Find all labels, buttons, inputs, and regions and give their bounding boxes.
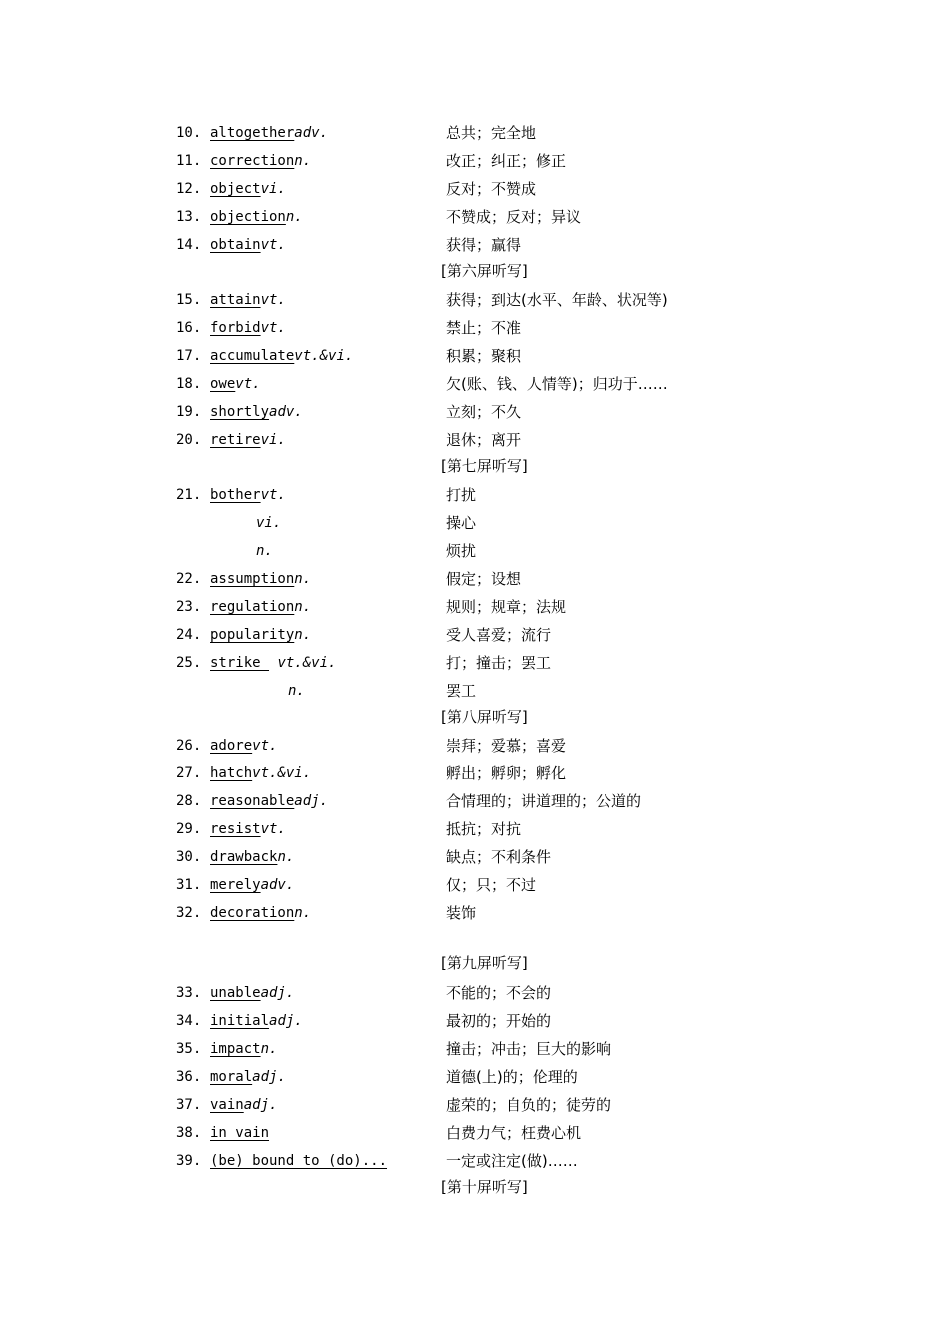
chinese-meaning: 操心 bbox=[446, 514, 477, 532]
entry-number: 11. bbox=[176, 153, 202, 169]
english-word: in vain bbox=[210, 1125, 270, 1141]
chinese-meaning: 改正；纠正；修正 bbox=[446, 152, 567, 170]
vocab-entry bbox=[0, 538, 950, 564]
english-word: forbid bbox=[210, 320, 261, 336]
vocab-entry bbox=[0, 287, 950, 313]
vocab-entry bbox=[0, 1008, 950, 1034]
entry-number: 35. bbox=[176, 1041, 202, 1057]
english-word: merely bbox=[210, 877, 261, 893]
vocab-entry bbox=[0, 315, 950, 341]
entry-number: 28. bbox=[176, 793, 202, 809]
part-of-speech: n. bbox=[294, 599, 312, 615]
vocab-entry bbox=[0, 343, 950, 369]
entry-number: 25. bbox=[176, 655, 202, 671]
entry-number: 18. bbox=[176, 376, 202, 392]
chinese-meaning: 一定或注定(做)…… bbox=[446, 1152, 578, 1170]
english-term bbox=[210, 176, 286, 202]
english-term bbox=[210, 1008, 303, 1034]
chinese-meaning: 假定；设想 bbox=[446, 570, 522, 588]
chinese-meaning: 最初的；开始的 bbox=[446, 1012, 552, 1030]
part-of-speech: adj. bbox=[252, 1069, 286, 1085]
english-word: altogether bbox=[210, 125, 295, 141]
english-term bbox=[210, 872, 294, 898]
english-word: assumption bbox=[210, 571, 295, 587]
english-word: moral bbox=[210, 1069, 253, 1085]
section-header-row bbox=[0, 950, 950, 976]
part-of-speech: adj. bbox=[269, 1013, 303, 1029]
part-of-speech: vi. bbox=[256, 515, 282, 531]
english-word: decoration bbox=[210, 905, 295, 921]
english-term bbox=[210, 622, 311, 648]
part-of-speech: adv. bbox=[269, 404, 303, 420]
english-term bbox=[210, 1120, 269, 1146]
chinese-meaning: 欠(账、钱、人情等)；归功于…… bbox=[446, 375, 668, 393]
section-header: [第七屏听写] bbox=[441, 457, 528, 475]
section-header: [第六屏听写] bbox=[441, 262, 528, 280]
english-word: attain bbox=[210, 292, 261, 308]
entry-number: 12. bbox=[176, 181, 202, 197]
section-header-row bbox=[0, 453, 950, 479]
entry-number: 20. bbox=[176, 432, 202, 448]
english-word: popularity bbox=[210, 627, 295, 643]
english-term bbox=[210, 980, 294, 1006]
vocab-entry bbox=[0, 594, 950, 620]
chinese-meaning: 打扰 bbox=[446, 486, 477, 504]
chinese-meaning: 总共；完全地 bbox=[446, 124, 537, 142]
vocab-entry bbox=[0, 733, 950, 759]
entry-number: 39. bbox=[176, 1153, 202, 1169]
vocab-entry bbox=[0, 1092, 950, 1118]
english-word: regulation bbox=[210, 599, 295, 615]
entry-number: 37. bbox=[176, 1097, 202, 1113]
english-word: retire bbox=[210, 432, 261, 448]
entry-number: 17. bbox=[176, 348, 202, 364]
vocab-entry bbox=[0, 844, 950, 870]
section-header: [第九屏听写] bbox=[441, 954, 528, 972]
vocab-entry bbox=[0, 1064, 950, 1090]
english-term bbox=[210, 343, 353, 369]
chinese-meaning: 获得；赢得 bbox=[446, 236, 522, 254]
part-of-speech: n. bbox=[294, 571, 312, 587]
chinese-meaning: 规则；规章；法规 bbox=[446, 598, 567, 616]
part-of-speech: vt.&vi. bbox=[294, 348, 354, 364]
section-header: [第十屏听写] bbox=[441, 1178, 528, 1196]
english-term bbox=[210, 371, 261, 397]
english-word: initial bbox=[210, 1013, 270, 1029]
english-term bbox=[210, 1064, 286, 1090]
chinese-meaning: 受人喜爱；流行 bbox=[446, 626, 552, 644]
entry-number: 27. bbox=[176, 765, 202, 781]
english-term bbox=[210, 1092, 277, 1118]
vocab-entry bbox=[0, 622, 950, 648]
entry-number: 22. bbox=[176, 571, 202, 587]
english-term bbox=[210, 399, 303, 425]
english-word: accumulate bbox=[210, 348, 295, 364]
vocab-entry bbox=[0, 120, 950, 146]
chinese-meaning: 抵抗；对抗 bbox=[446, 820, 522, 838]
english-word: reasonable bbox=[210, 793, 295, 809]
english-term bbox=[210, 760, 311, 786]
vocab-entry bbox=[0, 1120, 950, 1146]
part-of-speech: vt. bbox=[260, 320, 286, 336]
english-word: objection bbox=[210, 209, 286, 225]
chinese-meaning: 立刻；不久 bbox=[446, 403, 522, 421]
chinese-meaning: 不赞成；反对；异议 bbox=[446, 208, 582, 226]
chinese-meaning: 合情理的；讲道理的；公道的 bbox=[446, 792, 642, 810]
english-term bbox=[210, 788, 328, 814]
part-of-speech: n. bbox=[294, 627, 312, 643]
vocab-entry bbox=[0, 148, 950, 174]
vocab-entry bbox=[0, 204, 950, 230]
english-term bbox=[210, 427, 286, 453]
english-word: correction bbox=[210, 153, 295, 169]
english-term bbox=[210, 204, 303, 230]
chinese-meaning: 打；撞击；罢工 bbox=[446, 654, 552, 672]
english-word: hatch bbox=[210, 765, 253, 781]
english-term bbox=[210, 1036, 277, 1062]
chinese-meaning: 罢工 bbox=[446, 682, 477, 700]
entry-number: 14. bbox=[176, 237, 202, 253]
entry-number: 34. bbox=[176, 1013, 202, 1029]
part-of-speech: adv. bbox=[294, 125, 329, 141]
vocab-entry bbox=[0, 1036, 950, 1062]
english-term bbox=[210, 650, 336, 676]
entry-number: 32. bbox=[176, 905, 202, 921]
english-word: resist bbox=[210, 821, 261, 837]
entry-number: 29. bbox=[176, 821, 202, 837]
chinese-meaning: 获得；到达(水平、年龄、状况等) bbox=[446, 291, 668, 309]
chinese-meaning: 烦扰 bbox=[446, 542, 477, 560]
part-of-speech: n. bbox=[288, 683, 305, 699]
part-of-speech: vt. bbox=[260, 237, 286, 253]
english-term bbox=[210, 148, 311, 174]
vocab-entry bbox=[0, 788, 950, 814]
entry-number: 26. bbox=[176, 738, 202, 754]
english-term bbox=[210, 482, 286, 508]
chinese-meaning: 仅；只；不过 bbox=[446, 876, 537, 894]
part-of-speech: vt. bbox=[260, 487, 286, 503]
chinese-meaning: 道德(上)的；伦理的 bbox=[446, 1068, 578, 1086]
chinese-meaning: 积累；聚积 bbox=[446, 347, 522, 365]
entry-number: 13. bbox=[176, 209, 202, 225]
english-term bbox=[210, 733, 277, 759]
vocab-entry bbox=[0, 678, 950, 704]
chinese-meaning: 虚荣的；自负的；徒劳的 bbox=[446, 1096, 612, 1114]
part-of-speech: adj. bbox=[260, 985, 295, 1001]
english-term bbox=[210, 594, 311, 620]
part-of-speech: n. bbox=[256, 543, 273, 559]
vocab-entry bbox=[0, 232, 950, 258]
english-term bbox=[210, 900, 311, 926]
entry-number: 30. bbox=[176, 849, 202, 865]
part-of-speech: vt. bbox=[260, 821, 286, 837]
vocab-entry bbox=[0, 399, 950, 425]
part-of-speech: vt. bbox=[252, 738, 278, 754]
vocab-entry bbox=[0, 566, 950, 592]
english-term bbox=[210, 1148, 387, 1174]
english-term bbox=[210, 816, 286, 842]
english-word: impact bbox=[210, 1041, 261, 1057]
entry-number: 15. bbox=[176, 292, 202, 308]
part-of-speech: n. bbox=[285, 209, 303, 225]
section-header-row bbox=[0, 258, 950, 284]
chinese-meaning: 孵出；孵卵；孵化 bbox=[446, 764, 567, 782]
part-of-speech: vt.&vi. bbox=[269, 655, 337, 671]
entry-number: 23. bbox=[176, 599, 202, 615]
part-of-speech: vi. bbox=[260, 432, 286, 448]
part-of-speech: vi. bbox=[260, 181, 286, 197]
english-word: drawback bbox=[210, 849, 278, 865]
chinese-meaning: 禁止；不准 bbox=[446, 319, 522, 337]
english-word: bother bbox=[210, 487, 261, 503]
english-word: vain bbox=[210, 1097, 244, 1113]
part-of-speech: vt. bbox=[235, 376, 261, 392]
english-word: (be) bound to (do)... bbox=[210, 1153, 388, 1169]
chinese-meaning: 白费力气；枉费心机 bbox=[446, 1124, 582, 1142]
section-header-row bbox=[0, 1174, 950, 1200]
section-header: [第八屏听写] bbox=[441, 708, 528, 726]
part-of-speech: adj. bbox=[294, 793, 329, 809]
vocab-entry bbox=[0, 176, 950, 202]
english-term bbox=[210, 566, 311, 592]
part-of-speech: n. bbox=[294, 905, 312, 921]
vocab-entry bbox=[0, 900, 950, 926]
vocab-entry bbox=[0, 510, 950, 536]
vocab-entry bbox=[0, 816, 950, 842]
chinese-meaning: 撞击；冲击；巨大的影响 bbox=[446, 1040, 612, 1058]
part-of-speech: n. bbox=[260, 1041, 278, 1057]
english-word: shortly bbox=[210, 404, 270, 420]
entry-number: 31. bbox=[176, 877, 202, 893]
vocab-entry bbox=[0, 650, 950, 676]
english-term bbox=[210, 315, 286, 341]
english-word: object bbox=[210, 181, 261, 197]
part-of-speech: vt.&vi. bbox=[252, 765, 312, 781]
chinese-meaning: 反对；不赞成 bbox=[446, 180, 537, 198]
vocab-entry bbox=[0, 980, 950, 1006]
english-word: owe bbox=[210, 376, 236, 392]
vocab-entry bbox=[0, 760, 950, 786]
entry-number: 16. bbox=[176, 320, 202, 336]
english-word: unable bbox=[210, 985, 261, 1001]
entry-number: 10. bbox=[176, 125, 202, 141]
english-word: strike bbox=[210, 655, 270, 671]
part-of-speech: adj. bbox=[243, 1097, 278, 1113]
chinese-meaning: 退休；离开 bbox=[446, 431, 522, 449]
chinese-meaning: 缺点；不利条件 bbox=[446, 848, 552, 866]
vocab-entry bbox=[0, 872, 950, 898]
vocab-entry bbox=[0, 371, 950, 397]
vocab-entry bbox=[0, 427, 950, 453]
part-of-speech: adv. bbox=[260, 877, 295, 893]
vocab-entry bbox=[0, 1148, 950, 1174]
part-of-speech: n. bbox=[294, 153, 312, 169]
english-word: adore bbox=[210, 738, 253, 754]
entry-number: 38. bbox=[176, 1125, 202, 1141]
part-of-speech: n. bbox=[277, 849, 295, 865]
entry-number: 36. bbox=[176, 1069, 202, 1085]
english-term bbox=[210, 287, 286, 313]
entry-number: 21. bbox=[176, 487, 202, 503]
english-term bbox=[210, 844, 294, 870]
english-term bbox=[210, 232, 286, 258]
english-word: obtain bbox=[210, 237, 261, 253]
entry-number: 33. bbox=[176, 985, 202, 1001]
chinese-meaning: 不能的；不会的 bbox=[446, 984, 552, 1002]
entry-number: 24. bbox=[176, 627, 202, 643]
chinese-meaning: 装饰 bbox=[446, 904, 477, 922]
section-header-row bbox=[0, 704, 950, 730]
part-of-speech: vt. bbox=[260, 292, 286, 308]
entry-number: 19. bbox=[176, 404, 202, 420]
vocab-entry bbox=[0, 482, 950, 508]
english-term bbox=[210, 120, 328, 146]
chinese-meaning: 崇拜；爱慕；喜爱 bbox=[446, 737, 567, 755]
